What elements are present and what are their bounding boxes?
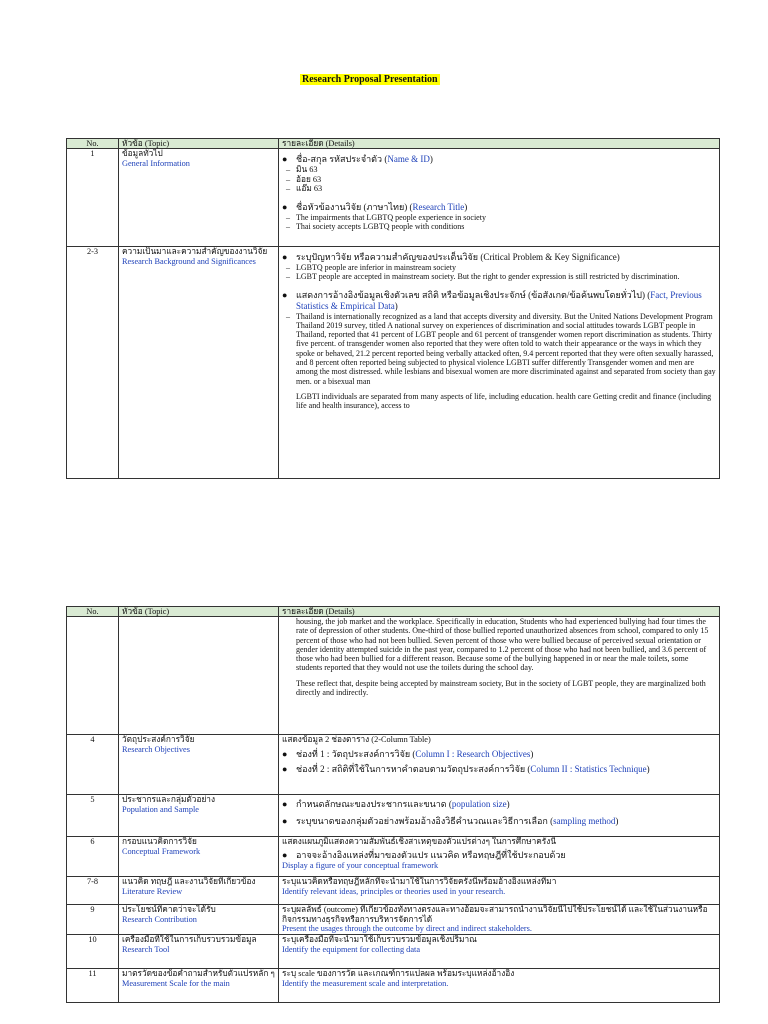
table-row [67, 969, 720, 1003]
topic-english: Research Background and Significances [122, 256, 256, 266]
bullet-item: ● ระบุขนาดของกลุ่มตัวอย่างพร้อมอ้างอิงวิธีคำนวณและวิธีการเลือก (sampling method) [282, 816, 716, 827]
bullet-item: ● ช่องที่ 2 : สถิติที่ใช้ในการหาคำตอบตามวัตถุประสงค์การวิจัย (Column II : Statistics Technique) [282, 764, 716, 775]
bullet-item: ● ชื่อหัวข้องานวิจัย (ภาษาไทย) (Research Title) [282, 202, 716, 213]
row-topic [119, 247, 279, 479]
row-topic: แนวคิด ทฤษฎี และงานวิจัยที่เกี่ยวข้อง Literature Review [119, 877, 279, 905]
row-number: 11 [67, 969, 119, 1003]
header-details: รายละเอียด (Details) [279, 607, 720, 617]
row-details [279, 149, 720, 247]
paragraph: housing, the job market and the workplace. Specifically in education, Students who had experienced bullying had four times the rate of depression of other students. One-third of those bullied reported unauthorized absences from school, compared to only 15 percent of those who had not been bullied. Seven percent of those who were bullied because of perceived sexual orientation or gender identity attempted suicide in the past year, compared to 1.2 percent of those who had not been bullied, and 3.6 percent of those who had been bullied for a different reason. Because some of the bullying happened in or near the male toilets, some students reported that they would not use the toilets during the school day. [296, 617, 709, 673]
list-item: – แอ๊ม 63 [282, 184, 716, 194]
table-row [67, 149, 720, 247]
row-details [279, 617, 720, 735]
row-number: 9 [67, 905, 119, 935]
header-topic: หัวข้อ (Topic) [119, 607, 279, 617]
header-no: No. [67, 607, 119, 617]
list-item: – มิน 63 [282, 165, 716, 175]
list-item: – The impairments that LGBTQ people experience in society [282, 213, 716, 222]
row-number: 2-3 [67, 247, 119, 479]
row-number: 4 [67, 735, 119, 795]
table-row [67, 735, 720, 795]
header-no: No. [67, 139, 119, 149]
topic-english: General Information [122, 158, 190, 168]
paragraph: LGBTI individuals are separated from many aspects of life, including education. health care Getting credit and finance (including life and health insurance), access to [296, 391, 712, 411]
list-item: – อ้อย 63 [282, 175, 716, 185]
table-row [67, 935, 720, 969]
row-number: 7-8 [67, 877, 119, 905]
table-header [67, 607, 720, 617]
list-item: – Thai society accepts LGBTQ people with conditions [282, 222, 716, 231]
proposal-table-page-2 [66, 606, 720, 1003]
topic-thai: ข้อมูลทั่วไป [122, 149, 163, 158]
page-title: Research Proposal Presentation [302, 74, 438, 85]
row-topic: มาตรวัดของข้อคำถามสำหรับตัวแปรหลัก ๆ Measurement Scale for the main [119, 969, 279, 1003]
row-details: ระบุผลลัพธ์ (outcome) ที่เกี่ยวข้องทั้งทางตรงและทางอ้อมจะสามารถนำงานวิจัยนี้ไปใช้ประโยชน์ได้ และใช้ในส่วนงานหรือกิจกรรมทางธุรกิจหรือการบริหารจัดการได้ Present the usages through the outcome by direct and indirect stakeholders. [279, 905, 720, 935]
row-details: ระบุ scale ของการวัด และเกณฑ์การแปลผล พร้อมระบุแหล่งอ้างอิง Identify the measurement scale and interpretation. [279, 969, 720, 1003]
paragraph: These reflect that, despite being accepted by mainstream society, But in the society of LGBT people, they are marginalized both directly and indirectly. [296, 678, 706, 698]
header-details: รายละเอียด (Details) [279, 139, 720, 149]
row-topic: วัตถุประสงค์การวิจัย Research Objectives [119, 735, 279, 795]
row-number: 1 [67, 149, 119, 247]
row-details: แสดงข้อมูล 2 ช่องตาราง (2-Column Table) ● ช่องที่ 1 : วัตถุประสงค์การวิจัย (Column I : Research Objectives) ● ช่องที่ 2 : สถิติที่ใช้ในการหาคำตอบตามวัตถุประสงค์การวิจัย (Column II : Statistics Technique) [279, 735, 720, 795]
row-topic [119, 149, 279, 247]
row-topic: ประชากรและกลุ่มตัวอย่าง Population and Sample [119, 795, 279, 837]
row-details [279, 247, 720, 479]
bullet-item: ● แสดงการอ้างอิงข้อมูลเชิงตัวเลข สถิติ หรือข้อมูลเชิงประจักษ์ (ข้อสังเกต/ข้อค้นพบโดยทั่วไป) (Fact, Previous Statistics & Empirical Data) [282, 290, 716, 312]
list-item: – LGBTQ people are inferior in mainstream society [282, 263, 716, 272]
list-item: – LGBT people are accepted in mainstream society. But the right to gender expression is still restricted by discrimination. [282, 272, 716, 281]
row-number: 10 [67, 935, 119, 969]
row-details: ระบุแนวคิดหรือทฤษฎีหลักที่จะนำมาใช้ในการวิจัยครั้งนี้พร้อมอ้างอิงแหล่งที่มา Identify relevant ideas, principles or theories used in your research. [279, 877, 720, 905]
topic-thai: ความเป็นมาและความสำคัญของงานวิจัย [122, 247, 268, 256]
bullet-item: ● กำหนดลักษณะของประชากรและขนาด (population size) [282, 799, 716, 810]
bullet-item: ● ชื่อ-สกุล รหัสประจำตัว (Name & ID) [282, 154, 716, 165]
bullet-item: ● ช่องที่ 1 : วัตถุประสงค์การวิจัย (Column I : Research Objectives) [282, 749, 716, 760]
bullet-item: ● ระบุปัญหาวิจัย หรือความสำคัญของประเด็นวิจัย (Critical Problem & Key Significance) [282, 252, 716, 263]
row-topic: ประโยชน์ที่คาดว่าจะได้รับ Research Contribution [119, 905, 279, 935]
header-topic: หัวข้อ (Topic) [119, 139, 279, 149]
row-topic: เครื่องมือที่ใช้ในการเก็บรวบรวมข้อมูล Research Tool [119, 935, 279, 969]
row-details: ระบุเครื่องมือที่จะนำมาใช้เก็บรวบรวมข้อมูลเชิงปริมาณ Identify the equipment for collecting data [279, 935, 720, 969]
row-number: 6 [67, 837, 119, 877]
table-row [67, 795, 720, 837]
table-row [67, 617, 720, 735]
row-details: แสดงแผนภูมิแสดงความสัมพันธ์เชิงสาเหตุของตัวแปรต่างๆ ในการศึกษาครั้งนี้ ● อาจจะอ้างอิงแหล่งที่มาของตัวแปร แนวคิด หรือทฤษฎีที่ใช้ประกอบด้วย Display a figure of your conceptual framework [279, 837, 720, 877]
bullet-item: ● อาจจะอ้างอิงแหล่งที่มาของตัวแปร แนวคิด หรือทฤษฎีที่ใช้ประกอบด้วย [282, 850, 716, 861]
paragraph: – Thailand is internationally recognized as a land that accepts diversity and diversity. But the United Nations Development Program Thailand 2019 survey, titled A national survey on experiences of discrimination and social attitudes towards LGBT people in Thailand, reported that 41 percent of LGBT people and 61 percent of transgender women report discrimination as students. Thirty five percent. of transgender women also reported that they were often told to watch their appearance or the ways in which they spoke or behaved, 21.2 percent reported being verbally attacked often, 9.4 percent reported that they were often sexually harassed, and 8 percent often reported being subjected to physical violence LGBTI suffer differently Transgender women and men are among the most distressed. while lesbians and bisexual women are more discriminated against and separated from society than gay men. or a bisexual man [282, 312, 716, 386]
table-row [67, 905, 720, 935]
row-number: 5 [67, 795, 119, 837]
table-row [67, 877, 720, 905]
row-topic: กรอบแนวคิดการวิจัย Conceptual Framework [119, 837, 279, 877]
table-row [67, 837, 720, 877]
table-row [67, 247, 720, 479]
row-details [279, 795, 720, 837]
proposal-table-page-1 [66, 138, 720, 479]
table-header [67, 139, 720, 149]
